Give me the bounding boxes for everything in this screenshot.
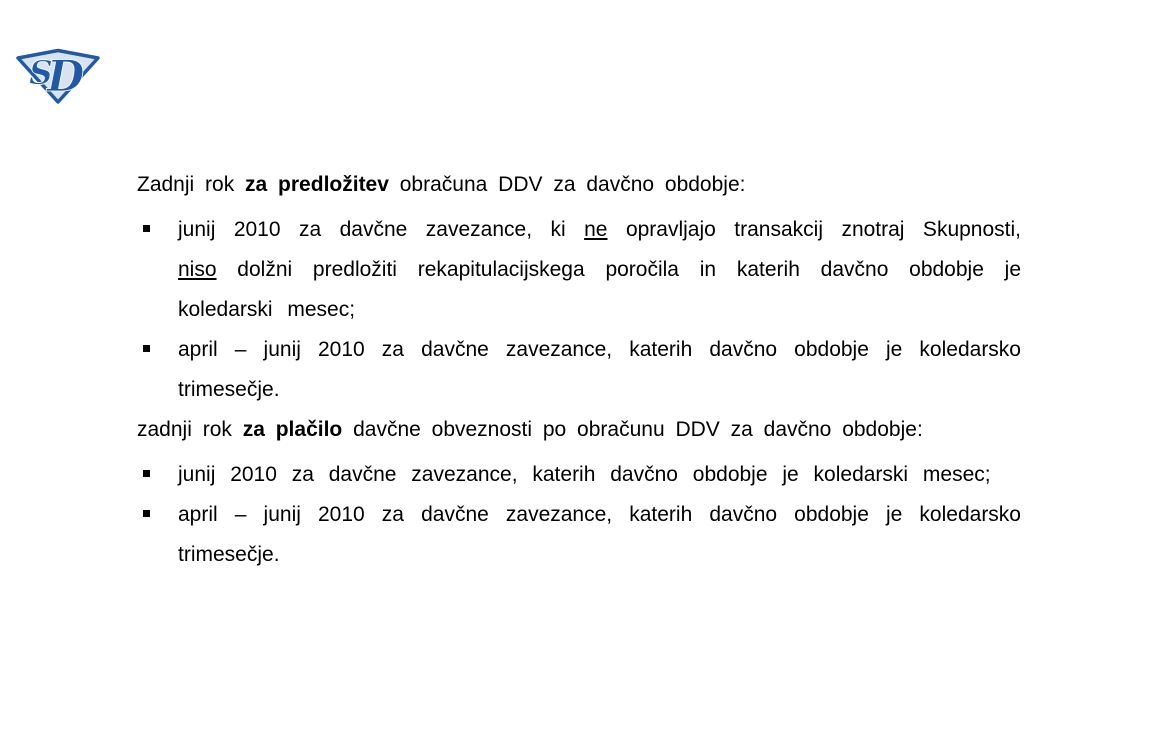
bullet-square-icon xyxy=(143,345,150,352)
bullet-segment: dolžni predložiti rekapitulacijskega poročila in katerih davčno obdobje je koledarski mesec; xyxy=(178,258,1021,321)
bullet-segment-underline: niso xyxy=(178,258,217,281)
heading-segment: obračuna DDV za davčno obdobje: xyxy=(388,173,746,196)
heading-segment: Zadnji rok xyxy=(137,173,246,196)
bullet-segment: april – junij 2010 za davčne zavezance, katerih davčno obdobje je koledarsko trimesečje. xyxy=(178,338,1021,401)
bullet-segment: junij 2010 za davčne zavezance, ki xyxy=(178,218,585,241)
slide-text-block xyxy=(137,165,1021,575)
bullet-segment: opravljajo transakcij znotraj Skupnosti, xyxy=(607,218,1021,241)
sd-diamond-logo-icon xyxy=(14,47,102,105)
bullet-segment: junij 2010 za davčne zavezance, katerih davčno obdobje je koledarski mesec; xyxy=(178,463,991,486)
bullet-item-quarterly-submission xyxy=(137,330,1021,410)
bullet-segment: april – junij 2010 za davčne zavezance, katerih davčno obdobje je koledarsko trimesečje. xyxy=(178,503,1021,566)
heading-deadline-submission xyxy=(137,165,1021,205)
heading-segment: davčne obveznosti po obračunu DDV za davčno obdobje: xyxy=(342,418,923,441)
heading-segment: zadnji rok xyxy=(137,418,243,441)
bullet-square-icon xyxy=(143,470,150,477)
bullet-segment-underline: ne xyxy=(584,218,608,241)
bullet-item-quarterly-payment xyxy=(137,495,1021,575)
bullet-square-icon xyxy=(143,225,150,232)
logo-letter-d: D xyxy=(47,52,85,102)
heading-segment-bold: za predložitev xyxy=(245,173,389,196)
logo-letter-s: S xyxy=(29,53,53,92)
bullet-item-monthly-payment xyxy=(137,455,1021,495)
heading-segment-bold: za plačilo xyxy=(242,418,343,441)
bullet-square-icon xyxy=(143,510,150,517)
heading-deadline-payment xyxy=(137,410,1021,450)
bullet-item-monthly-submission xyxy=(137,210,1021,330)
